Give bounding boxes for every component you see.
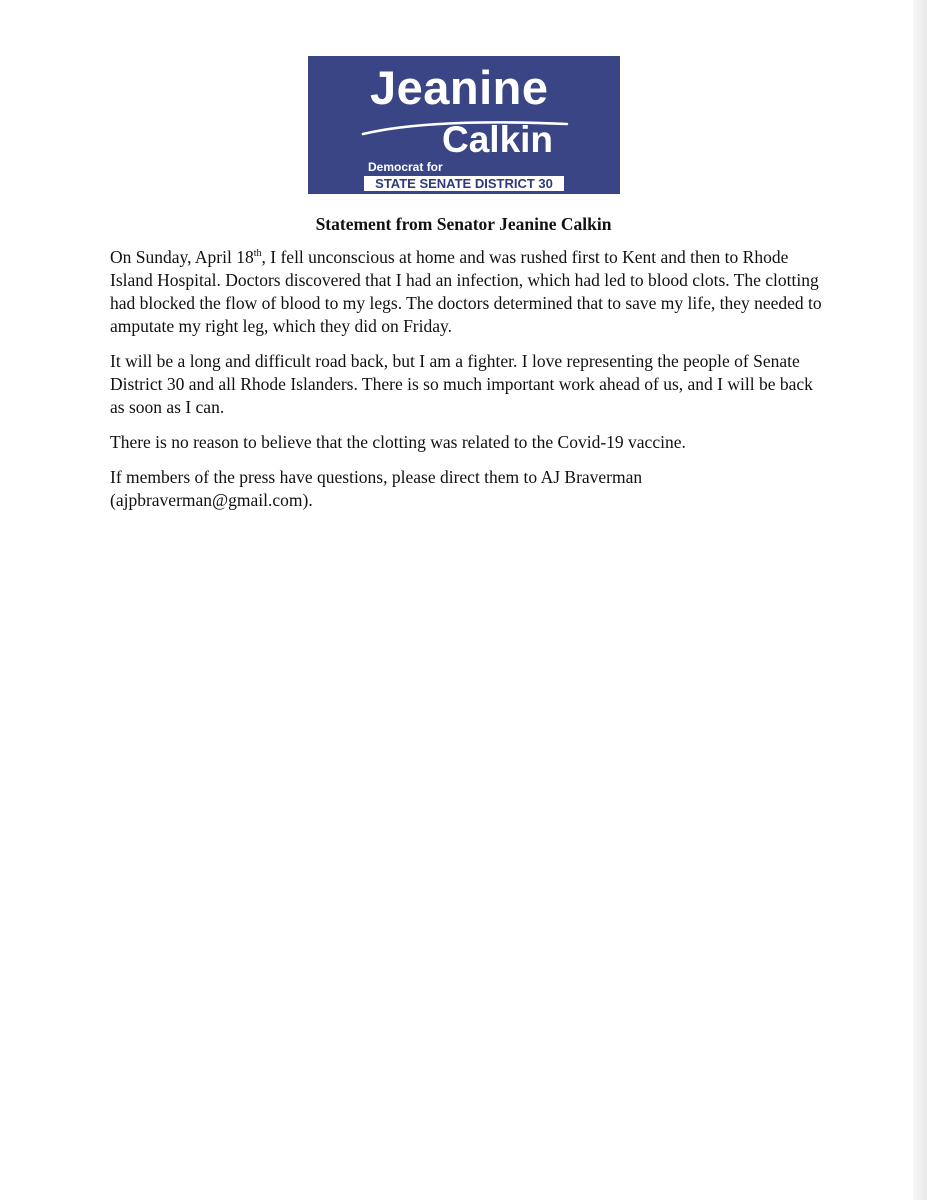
statement-body (110, 246, 822, 524)
paragraph-4: If members of the press have questions, please direct them to AJ Braverman (ajpbraverman@gmail.com). (110, 467, 643, 510)
date-ordinal-suffix: th (253, 248, 262, 259)
logo-party: Democrat for (368, 160, 443, 174)
campaign-logo (308, 56, 620, 194)
paragraph-1-rest: , I fell unconscious at home and was rushed first to Kent and then to Rhode Island Hospital. Doctors discovered that I had an infection, which had led to blood clots. The clotting had blocked the flow of blood to my legs. The doctors determined that to save my life, they needed to amputate my right leg, which they did on Friday. (110, 247, 822, 336)
paragraph-1 (110, 246, 822, 338)
page-edge-shadow (913, 0, 927, 1200)
logo-office: STATE SENATE DISTRICT 30 (364, 176, 564, 191)
paragraph-1-start: On Sunday, April 18 (110, 247, 254, 267)
logo-last-name: Calkin (442, 119, 554, 160)
logo-first-name: Jeanine (370, 61, 549, 114)
paragraph-3: There is no reason to believe that the clotting was related to the Covid-19 vaccine. (110, 432, 686, 452)
statement-title: Statement from Senator Jeanine Calkin (315, 214, 612, 234)
paragraph-2: It will be a long and difficult road back, but I am a fighter. I love representing the people of Senate District 30 and all Rhode Islanders. There is so much important work ahead of us, and I will be back as soon as I can. (110, 351, 813, 417)
